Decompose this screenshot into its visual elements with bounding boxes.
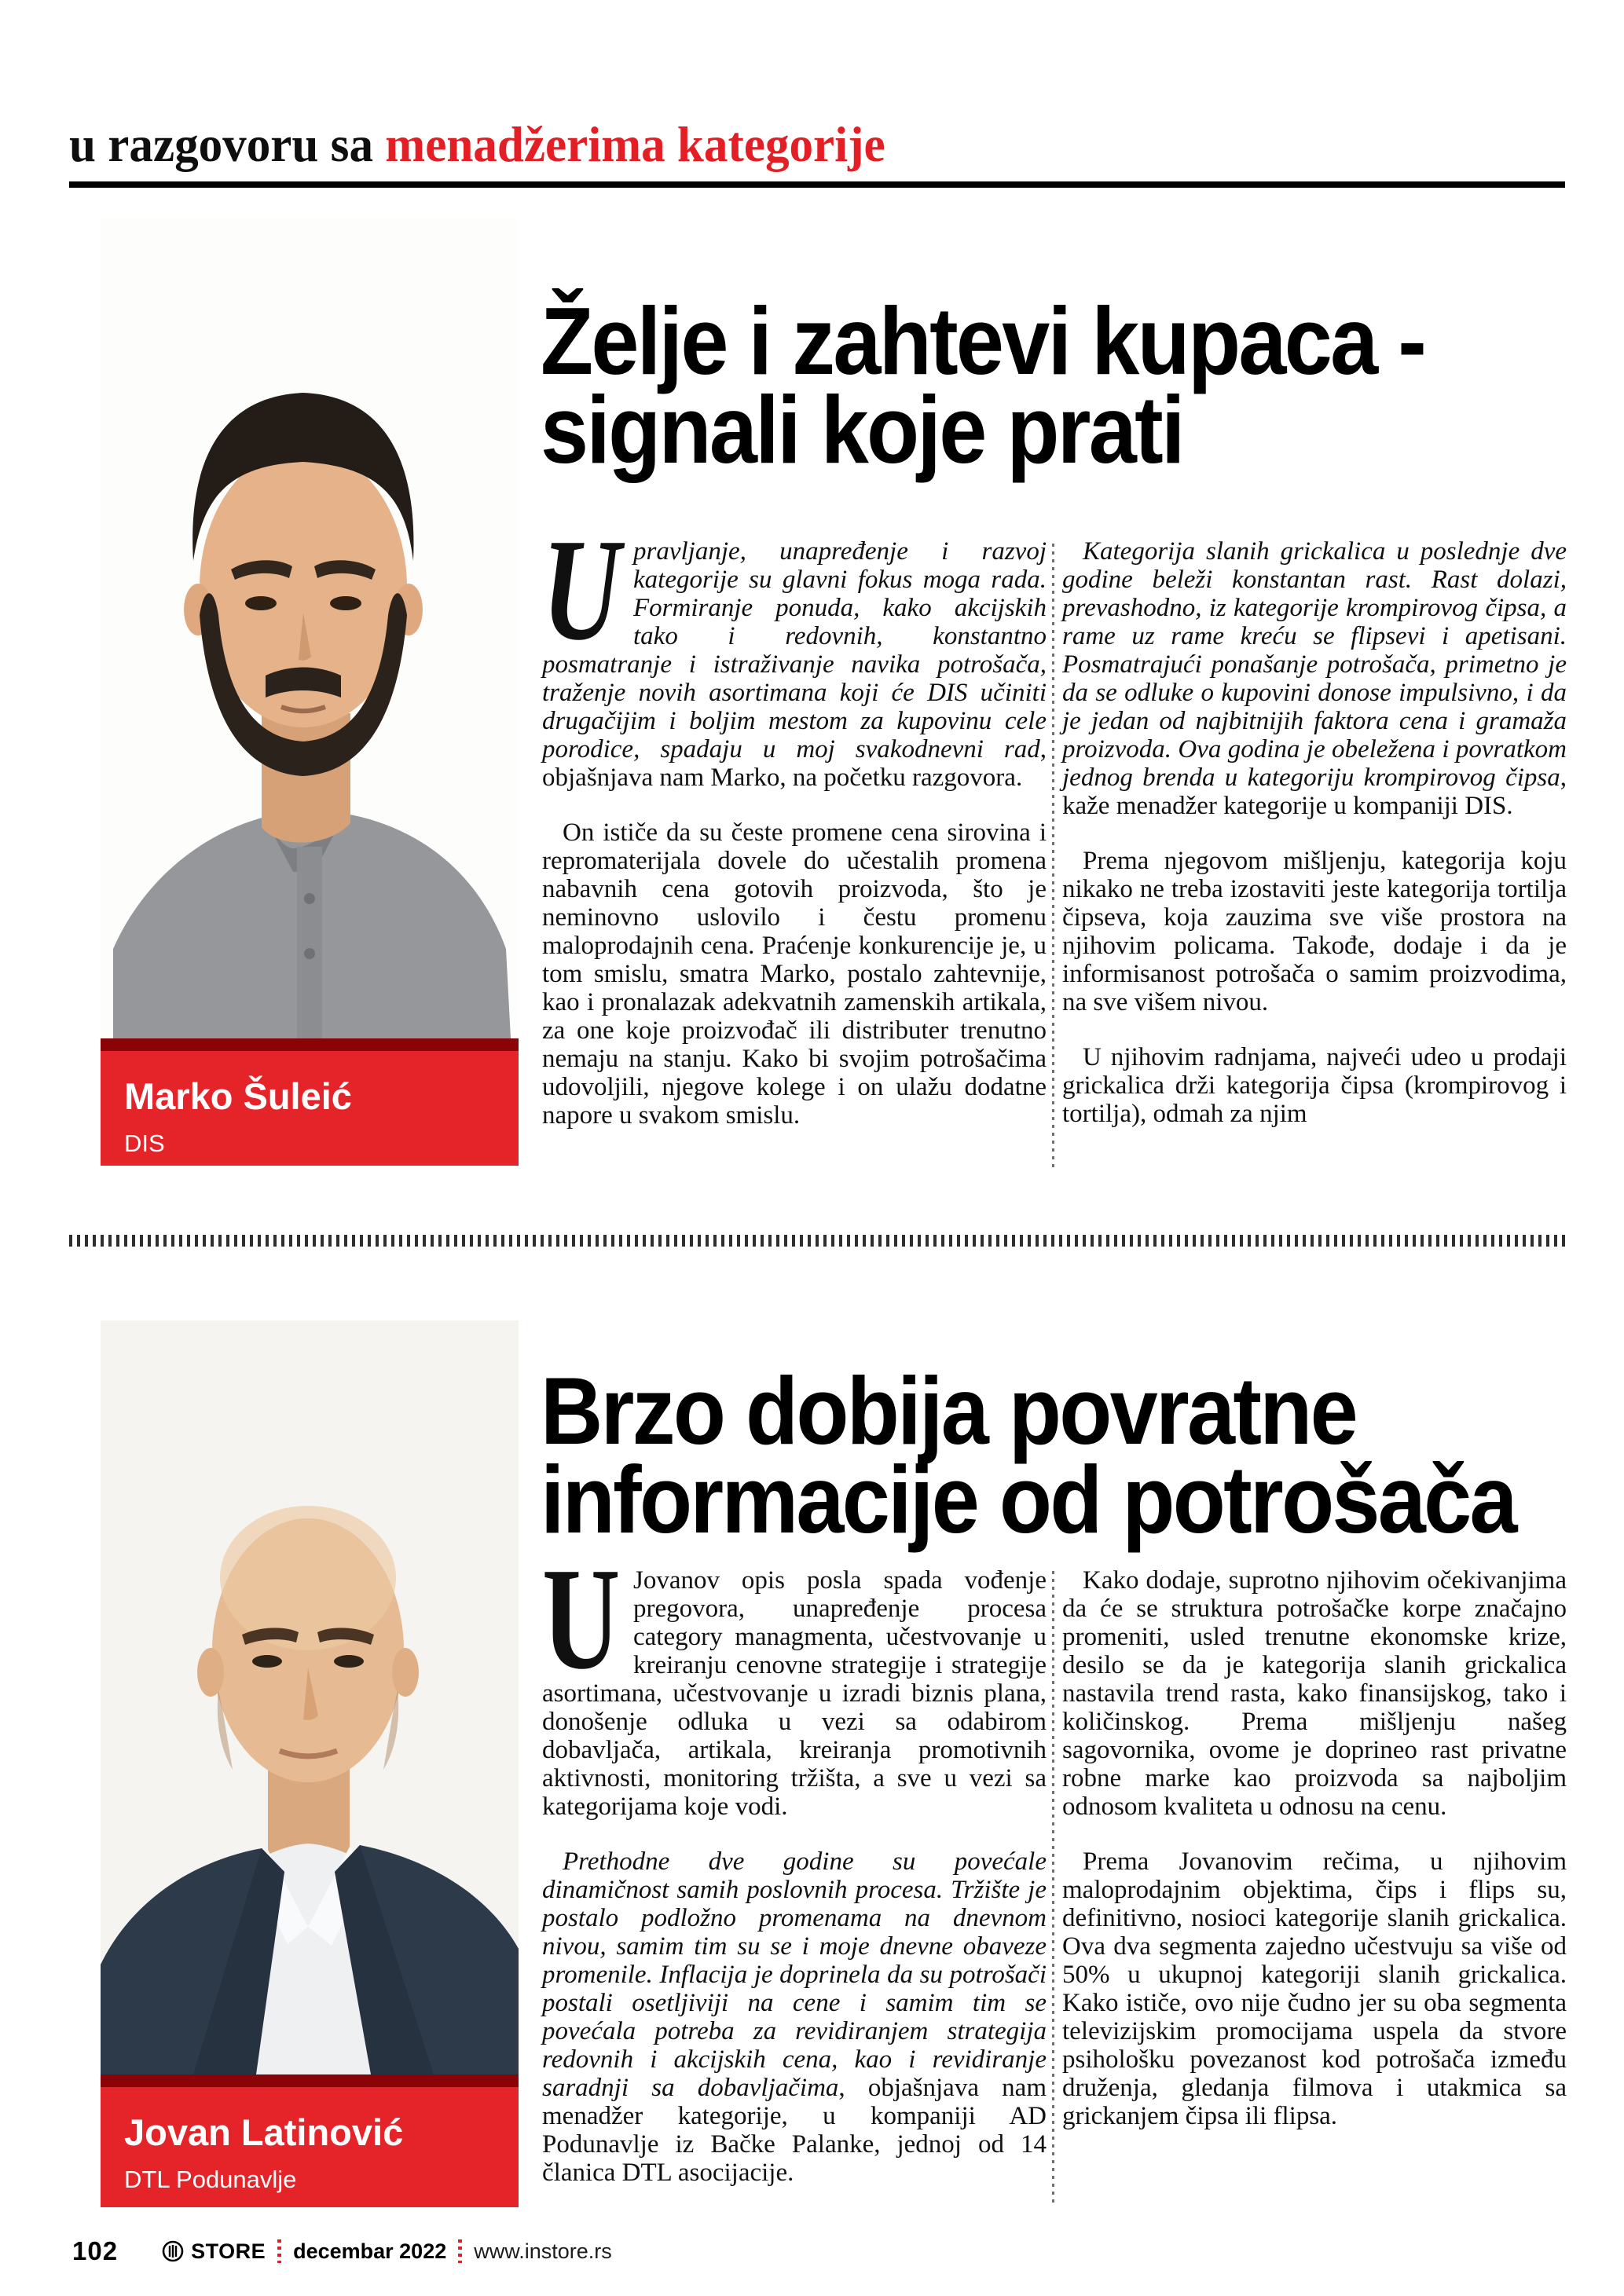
drop-cap: U bbox=[542, 509, 621, 671]
body-paragraph bbox=[1062, 1847, 1567, 2130]
article1-caption bbox=[101, 1038, 519, 1166]
body-text: Kako dodaje, suprotno njihovim očekivanjima da će se struktura potrošačke korpe značajno promeniti, usled trenutne ekonomske krize, desilo se da je kategorija slanih grickalica nastavila trend rasta, kako finansijskog, tako i količinskog. Prema mišljenju našeg sagovornika, ovome je doprineo rast privatne robne marke kao proizvoda sa najboljim odnosom kvaliteta u odnosu na cenu. bbox=[1062, 1566, 1567, 1821]
body-text: On ističe da su česte promene cena sirovina i repromaterijala dovele do učestalih promena nabavnih cena gotovih proizvoda, što je neminovno uslovilo i čestu promenu maloprodajnih cena. Praćenje konkurencije je, u tom smislu, smatra Marko, postalo zahtevnije, kao i pronalazak adekvatnih zamenskih artikala, za one koje proizvođač ili distributer trenutno nemaju na stanju. Kako bi svojim potrošačima udovoljili, njegove kolege i on ulažu dodatne napore u svakom smislu. bbox=[542, 818, 1047, 1130]
article1-title-line2: signali koje prati bbox=[541, 375, 1183, 483]
body-paragraph bbox=[1062, 1043, 1567, 1128]
caption-dark-strip bbox=[101, 2074, 519, 2087]
quote-italic-text: Kategorija slanih grickalica u poslednje dve godine beleži konstantan rast. Rast dolazi, prevashodno, iz kategorije krompirovog čipsa, a rame uz rame kreću se flipsevi i apetisani. Posmatrajući ponašanje potrošača, primetno je da se odluke o kupovini donose impulsivno, i da je jedan od najbitnijih faktora cena i gramaža proizvoda. Ova godina je obeležena i povratkom jednog brenda u kategoriju krompirovog čipsa bbox=[1062, 537, 1567, 792]
body-paragraph bbox=[1062, 847, 1567, 1016]
body-paragraph bbox=[542, 818, 1047, 1130]
caption-red-box bbox=[101, 1051, 519, 1166]
bald-man-illustration bbox=[101, 1320, 519, 2074]
bearded-man-illustration bbox=[101, 218, 519, 1038]
body-paragraph bbox=[542, 509, 1047, 792]
portrait-photo-jovan bbox=[101, 1320, 519, 2074]
article2-title bbox=[541, 1357, 1516, 1553]
body-text: Prema Jovanovim rečima, u njihovim maloprodajnim objektima, čips i flips su, definitivno, nosioci kategorije slanih grickalica. Ova dva segmenta zajedno učestvuju sa više od 50% u ukupnoj kategoriji slanih grickalica. Kako ističe, ovo nije čudno jer su oba segmenta televizijskim promocijama uspela da stvore psihološku povezanost kod potrošača između druženja, gledanja filmova i utakmica sa grickanjem čipsa ili flipsa. bbox=[1062, 1847, 1567, 2130]
page-number: 102 bbox=[72, 2236, 119, 2265]
article2-column-2 bbox=[1062, 1566, 1567, 2130]
drop-cap: U bbox=[542, 1538, 621, 1700]
article2-title-line2: informacije od potrošača bbox=[541, 1445, 1516, 1553]
column-divider bbox=[1052, 1571, 1054, 2204]
section-divider-dotted bbox=[69, 1235, 1567, 1247]
footer-issue-date: decembar 2022 bbox=[293, 2239, 447, 2263]
person-company: DTL Podunavlje bbox=[124, 2166, 297, 2193]
body-text: Prema njegovom mišljenju, kategorija koju nikako ne treba izostaviti jeste kategorija tortilja čipseva, koja zauzima sve više prostora na njihovim policama. Takođe, dodaje i da je informisanost potrošača o samim proizvodima, na sve višem nivou. bbox=[1062, 847, 1567, 1016]
body-text: , objašnjava nam menadžer kategorije, u kompaniji AD Podunavlje iz Bačke Palanke, jednoj od 14 članica DTL asocijacije. bbox=[542, 2074, 1047, 2187]
body-paragraph bbox=[1062, 537, 1567, 820]
header-rule bbox=[69, 181, 1565, 188]
footer-red-dotted-separator bbox=[277, 2239, 281, 2263]
quote-italic-text: pravljanje, unapređenje i razvoj kategorije su glavni fokus moga rada. Formiranje ponuda, kako akcijskih tako i redovnih, konstantno posmatranje i istraživanje navika potrošača, traženje novih asortimana koji će DIS učiniti drugačijim i boljim mestom za kupovinu cele porodice, spadaju u moj svakodnevni rad bbox=[542, 537, 1047, 764]
body-text: , objašnjava nam Marko, na početku razgovora. bbox=[542, 735, 1047, 792]
kicker-red-text: menadžerima kategorije bbox=[385, 117, 885, 172]
portrait-photo-marko bbox=[101, 218, 519, 1038]
column-divider bbox=[1052, 544, 1054, 1172]
body-text: Jovanov opis posla spada vođenje pregovora, unapređenje procesa category managmenta, učestvovanje u kreiranju cenovne strategije i strategije asortimana, učestvovanje u izradi biznis plana, donošenje odluka u vezi sa odabirom dobavljača, artikala, kreiranja promotivnih aktivnosti, monitoring tržišta, a sve u vezi sa kategorijama koje vodi. bbox=[542, 1566, 1047, 1821]
caption-red-box bbox=[101, 2087, 519, 2207]
body-paragraph bbox=[542, 1538, 1047, 1821]
footer-website[interactable]: www.instore.rs bbox=[474, 2239, 612, 2263]
caption-dark-strip bbox=[101, 1038, 519, 1051]
article2-caption bbox=[101, 2074, 519, 2207]
body-text: U njihovim radnjama, najveći udeo u prodaji grickalica drži kategorija čipsa (krompirovog i tortilja), odmah za njim bbox=[1062, 1043, 1567, 1128]
quote-italic-text: Prethodne dve godine su povećale dinamičnost samih poslovnih procesa. Tržište je postalo podložno promenama na dnevnom nivou, samim tim su se i moje dnevne obaveze promenile. Inflacija je doprinela da su potrošači postali osetljiviji na cene i samim tim se povećala potreba za revidiranjem strategija redovnih i akcijskih cena, kao i revidiranje saradnji sa dobavljačima bbox=[542, 1847, 1047, 2102]
footer-brand: STORE bbox=[191, 2239, 266, 2263]
person-company: DIS bbox=[124, 1130, 165, 1157]
kicker-black-text: u razgovoru sa bbox=[69, 117, 386, 172]
person-name: Marko Šuleić bbox=[124, 1075, 352, 1117]
page-footer bbox=[72, 2236, 612, 2267]
footer-red-dotted-separator bbox=[458, 2239, 462, 2263]
article1-column-2 bbox=[1062, 537, 1567, 1128]
body-paragraph bbox=[542, 1847, 1047, 2187]
body-paragraph bbox=[1062, 1566, 1567, 1821]
article1-column-1 bbox=[542, 509, 1047, 1130]
article1-title-line1: Želje i zahtevi kupaca - bbox=[541, 287, 1425, 394]
instore-circle-logo-icon bbox=[162, 2240, 184, 2262]
article2-column-1 bbox=[542, 1538, 1047, 2187]
person-name: Jovan Latinović bbox=[124, 2111, 404, 2153]
body-text: , kaže menadžer kategorije u kompaniji DIS. bbox=[1062, 764, 1567, 820]
section-kicker bbox=[69, 116, 885, 174]
article2-title-line1: Brzo dobija povratne bbox=[541, 1357, 1356, 1464]
article1-title bbox=[541, 287, 1425, 483]
